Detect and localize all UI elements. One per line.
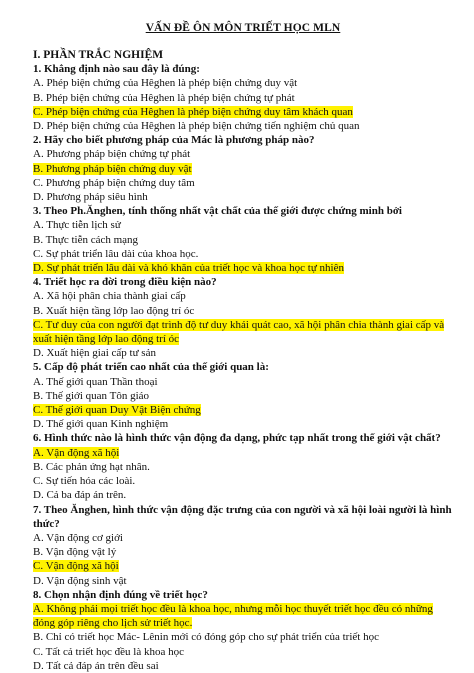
answer-option: A. Xã hội phân chia thành giai cấp bbox=[33, 290, 186, 303]
answer-option: D. Xuất hiện giai cấp tư sản bbox=[33, 347, 156, 360]
answer-option: B. Thế giới quan Tôn giáo bbox=[33, 389, 150, 402]
document-page bbox=[33, 22, 453, 673]
answer-option-highlighted: A. Không phải mọi triết học đều là khoa học, nhưng mỗi học thuyết triết học đều có những đóng góp riêng cho lịch sử triết học. bbox=[33, 602, 433, 630]
question-block bbox=[33, 360, 453, 431]
answer-option-highlighted: C. Vận động xã hội bbox=[33, 560, 119, 573]
question-block bbox=[33, 503, 453, 588]
answer-option: C. Tất cả triết học đều là khoa học bbox=[33, 645, 184, 658]
answer-option-highlighted: D. Sự phát triển lâu dài và khó khăn của triết học và khoa học tự nhiên bbox=[33, 262, 344, 275]
answer-option: A. Thế giới quan Thần thoại bbox=[33, 375, 158, 388]
answer-option-highlighted: C. Tư duy của con người đạt trình độ tư duy khái quát cao, xã hội phân chia thành giai cấp và xuất hiện tầng lớp lao động trí óc bbox=[33, 318, 445, 346]
answer-option: A. Phương pháp biện chứng tự phát bbox=[33, 148, 191, 161]
question-block bbox=[33, 204, 453, 275]
question-block bbox=[33, 275, 453, 360]
answer-option: A. Vận động cơ giới bbox=[33, 531, 123, 544]
question-text: 1. Khẳng định nào sau đây là đúng: bbox=[33, 63, 200, 76]
answer-option: B. Các phản ứng hạt nhân. bbox=[33, 460, 150, 473]
question-text: 3. Theo Ph.Ănghen, tính thống nhất vật chất của thế giới được chứng minh bởi bbox=[33, 205, 402, 218]
section-heading: I. PHẦN TRẮC NGHIỆM bbox=[33, 49, 164, 61]
answer-option: B. Xuất hiện tầng lớp lao động trí óc bbox=[33, 304, 195, 317]
question-text: 7. Theo Ănghen, hình thức vận động đặc trưng của con người và xã hội loài người là hình thức? bbox=[33, 503, 452, 530]
question-text: 6. Hình thức nào là hình thức vận động đa dạng, phức tạp nhất trong thế giới vật chất? bbox=[33, 432, 441, 445]
question-text: 2. Hãy cho biết phương pháp của Mác là phương pháp nào? bbox=[33, 134, 315, 147]
question-text: 4. Triết học ra đời trong điều kiện nào? bbox=[33, 276, 217, 289]
answer-option-highlighted: B. Phương pháp biện chứng duy vật bbox=[33, 162, 192, 175]
answer-option: B. Phép biện chứng của Hêghen là phép biện chứng tự phát bbox=[33, 91, 295, 104]
answer-option-highlighted: C. Thế giới quan Duy Vật Biện chứng bbox=[33, 404, 201, 417]
question-block bbox=[33, 62, 453, 133]
question-text: 5. Cấp độ phát triển cao nhất của thế giới quan là: bbox=[33, 361, 269, 374]
answer-option: D. Phương pháp siêu hình bbox=[33, 191, 148, 204]
question-block bbox=[33, 431, 453, 502]
answer-option: A. Phép biện chứng của Hêghen là phép biện chứng duy vật bbox=[33, 77, 298, 90]
answer-option: B. Vận động vật lý bbox=[33, 546, 117, 559]
answer-option: C. Sự tiến hóa các loài. bbox=[33, 475, 136, 488]
question-text: 8. Chọn nhận định đúng về triết học? bbox=[33, 588, 208, 601]
answer-option: B. Thực tiễn cách mạng bbox=[33, 233, 139, 246]
answer-option: D. Cả ba đáp án trên. bbox=[33, 489, 127, 502]
answer-option: A. Thực tiễn lịch sử bbox=[33, 219, 121, 232]
answer-option: D. Tất cả đáp án trên đều sai bbox=[33, 659, 159, 672]
answer-option-highlighted: A. Vận động xã hội bbox=[33, 446, 120, 459]
question-block bbox=[33, 133, 453, 204]
answer-option: D. Vận động sinh vật bbox=[33, 574, 127, 587]
answer-option: C. Sự phát triển lâu dài của khoa học. bbox=[33, 247, 199, 260]
answer-option: D. Phép biện chứng của Hêghen là phép biện chứng tiến nghiệm chủ quan bbox=[33, 120, 360, 133]
question-block bbox=[33, 588, 453, 673]
document-title: VẤN ĐỀ ÔN MÔN TRIẾT HỌC MLN bbox=[145, 22, 341, 34]
answer-option-highlighted: C. Phép biện chứng của Hêghen là phép biện chứng duy tâm khách quan bbox=[33, 105, 353, 118]
answer-option: C. Phương pháp biện chứng duy tâm bbox=[33, 176, 195, 189]
answer-option: D. Thế giới quan Kinh nghiệm bbox=[33, 418, 169, 431]
answer-option: B. Chỉ có triết học Mác- Lênin mới có đóng góp cho sự phát triển của triết học bbox=[33, 631, 379, 644]
